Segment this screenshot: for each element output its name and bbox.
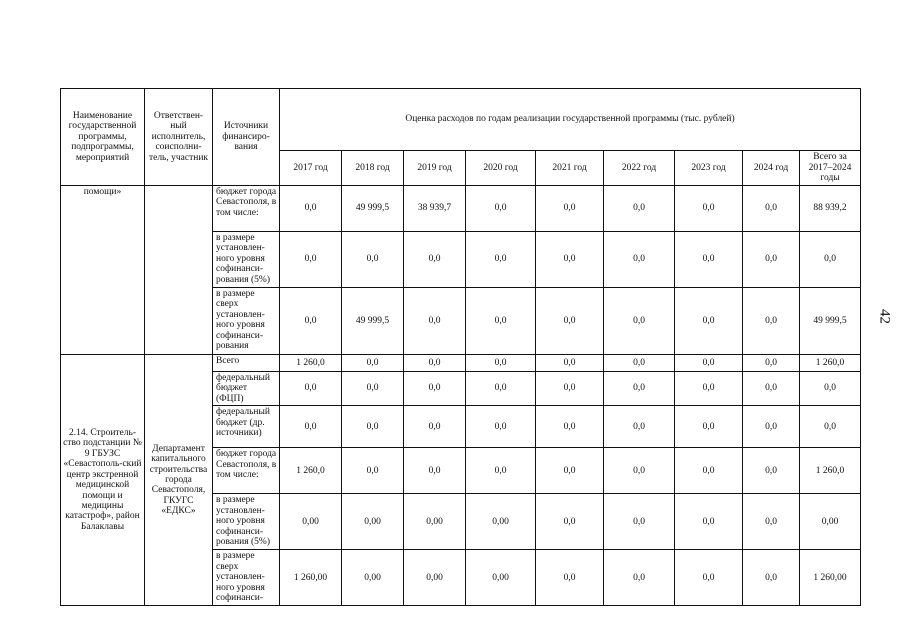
header-sources: Источники финансиро-вания: [213, 89, 280, 186]
year-value: 0,0: [743, 372, 800, 406]
year-value: 0,0: [280, 186, 342, 232]
header-name: Наименование государственной программы, подпрограммы, мероприятий: [61, 89, 145, 186]
year-value: 0,0: [743, 355, 800, 372]
funding-source: в размере сверх установлен-ного уровня софинанси-: [213, 550, 280, 606]
year-value: 0,0: [604, 288, 675, 355]
header-year: 2023 год: [675, 151, 743, 186]
year-value: 0,0: [675, 232, 743, 288]
year-value: 0,0: [675, 372, 743, 406]
year-value: 1 260,0: [280, 448, 342, 494]
page-number: 42: [876, 309, 893, 324]
header-year: 2021 год: [536, 151, 604, 186]
year-value: 0,0: [743, 232, 800, 288]
total-value: 1 260,00: [800, 550, 861, 606]
funding-source: в размере установлен-ного уровня софинанси-рования (5%): [213, 232, 280, 288]
year-value: 49 999,5: [342, 288, 404, 355]
year-value: 0,0: [675, 186, 743, 232]
year-value: 0,0: [342, 406, 404, 448]
year-value: 0,0: [743, 186, 800, 232]
year-value: 0,0: [536, 186, 604, 232]
year-value: 0,0: [404, 355, 466, 372]
year-value: 0,0: [604, 550, 675, 606]
year-value: 0,0: [675, 288, 743, 355]
year-value: 0,0: [280, 232, 342, 288]
header-responsible: Ответствен-ный исполнитель, соисполни-тель, участник: [145, 89, 213, 186]
total-value: 1 260,0: [800, 448, 861, 494]
year-value: 0,0: [536, 406, 604, 448]
header-total: Всего за 2017–2024 годы: [800, 151, 861, 186]
funding-source: в размере установлен-ного уровня софинанси-рования (5%): [213, 494, 280, 550]
year-value: 0,0: [675, 550, 743, 606]
table-row: [61, 186, 861, 232]
funding-source: Всего: [213, 355, 280, 372]
year-value: 0,0: [743, 550, 800, 606]
total-value: 88 939,2: [800, 186, 861, 232]
year-value: 38 939,7: [404, 186, 466, 232]
measure-name: 2.14. Строитель-ство подстанции № 9 ГБУЗС «Севастополь-ский центр экстренной медицинской помощи и медицины катастроф», район Балаклавы: [61, 355, 145, 606]
year-value: 1 260,00: [280, 550, 342, 606]
year-value: 0,0: [536, 448, 604, 494]
year-value: 0,0: [536, 288, 604, 355]
expenditure-table: [60, 88, 861, 606]
header-estimate: Оценка расходов по годам реализации государственной программы (тыс. рублей): [280, 89, 861, 151]
year-value: 0,0: [536, 372, 604, 406]
year-value: 0,0: [342, 355, 404, 372]
year-value: 0,0: [466, 372, 536, 406]
funding-source: в размере сверх установлен-ного уровня софинанси-рования: [213, 288, 280, 355]
year-value: 0,0: [536, 232, 604, 288]
year-value: 0,0: [466, 186, 536, 232]
year-value: 0,00: [466, 550, 536, 606]
year-value: 0,0: [743, 448, 800, 494]
responsible-executor: Департамент капитального строительства города Севастополя, ГКУГС «ЕДКС»: [145, 355, 213, 606]
year-value: 0,0: [675, 494, 743, 550]
year-value: 0,0: [342, 232, 404, 288]
header-year: 2024 год: [743, 151, 800, 186]
year-value: 0,0: [466, 448, 536, 494]
funding-source: федеральный бюджет (ФЦП): [213, 372, 280, 406]
total-value: 0,0: [800, 232, 861, 288]
funding-source: бюджет города Севастополя, в том числе:: [213, 448, 280, 494]
year-value: 0,0: [604, 232, 675, 288]
year-value: 0,0: [675, 355, 743, 372]
year-value: 0,00: [280, 494, 342, 550]
total-value: 0,00: [800, 494, 861, 550]
year-value: 0,0: [280, 372, 342, 406]
year-value: 0,0: [604, 186, 675, 232]
table-row: [61, 355, 861, 372]
year-value: 49 999,5: [342, 186, 404, 232]
total-value: 0,0: [800, 372, 861, 406]
responsible-executor: [145, 186, 213, 355]
funding-source: федеральный бюджет (др. источники): [213, 406, 280, 448]
year-value: 0,0: [675, 406, 743, 448]
year-value: 0,0: [404, 372, 466, 406]
year-value: 0,0: [342, 372, 404, 406]
year-value: 0,00: [342, 494, 404, 550]
year-value: 0,0: [675, 448, 743, 494]
year-value: 0,0: [536, 494, 604, 550]
year-value: 0,0: [743, 288, 800, 355]
year-value: 0,00: [342, 550, 404, 606]
header-year: 2022 год: [604, 151, 675, 186]
year-value: 0,0: [604, 448, 675, 494]
header-year: 2020 год: [466, 151, 536, 186]
year-value: 0,0: [536, 550, 604, 606]
total-value: 0,0: [800, 406, 861, 448]
year-value: 0,0: [342, 448, 404, 494]
year-value: 0,0: [466, 355, 536, 372]
year-value: 0,0: [536, 355, 604, 372]
header-year: 2018 год: [342, 151, 404, 186]
funding-source: бюджет города Севастополя, в том числе:: [213, 186, 280, 232]
total-value: 49 999,5: [800, 288, 861, 355]
year-value: 0,0: [466, 406, 536, 448]
year-value: 0,0: [743, 406, 800, 448]
year-value: 0,0: [404, 232, 466, 288]
header-year: 2017 год: [280, 151, 342, 186]
year-value: 0,0: [604, 494, 675, 550]
year-value: 0,00: [404, 494, 466, 550]
year-value: 0,0: [466, 288, 536, 355]
header-year: 2019 год: [404, 151, 466, 186]
block-2: [61, 355, 861, 606]
year-value: 0,00: [404, 550, 466, 606]
year-value: 0,0: [404, 448, 466, 494]
block-1: [61, 186, 861, 355]
year-value: 0,0: [404, 406, 466, 448]
measure-name: помощи»: [61, 186, 145, 355]
year-value: 0,0: [466, 232, 536, 288]
year-value: 0,0: [404, 288, 466, 355]
year-value: 0,0: [280, 406, 342, 448]
total-value: 1 260,0: [800, 355, 861, 372]
year-value: 0,0: [280, 288, 342, 355]
year-value: 0,0: [604, 355, 675, 372]
year-value: 0,0: [604, 372, 675, 406]
year-value: 0,0: [743, 494, 800, 550]
year-value: 1 260,0: [280, 355, 342, 372]
year-value: 0,00: [466, 494, 536, 550]
year-value: 0,0: [604, 406, 675, 448]
